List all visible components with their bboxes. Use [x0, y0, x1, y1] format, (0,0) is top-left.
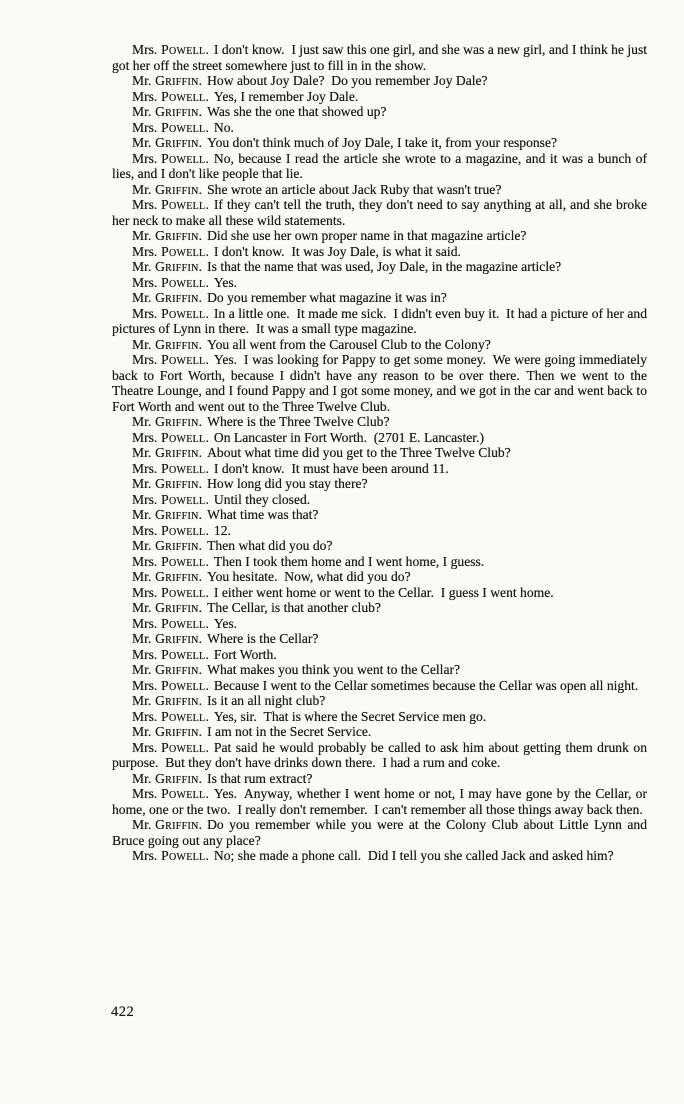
speaker-name [132, 647, 209, 662]
speaker-title: Mrs. [132, 848, 158, 863]
speaker-surname: Powell. [161, 150, 210, 166]
speaker-name [132, 228, 202, 243]
transcript-paragraph [112, 182, 647, 198]
speech-text: Yes. Anyway, whether I went home or not, I may have gone by the Cellar, or home, one or the two. I really don't remember. I can't remember all those things away back then. [112, 786, 647, 817]
speaker-title: Mr. [132, 259, 152, 274]
speaker-title: Mrs. [132, 615, 158, 631]
speaker-name [132, 244, 209, 259]
speaker-surname: Powell. [161, 305, 210, 321]
speaker-surname: Griffin. [155, 104, 203, 119]
speaker-surname: Powell. [161, 491, 210, 507]
transcript-paragraph [112, 414, 647, 430]
transcript-paragraph [112, 352, 647, 414]
speaker-name [132, 476, 202, 491]
transcript [112, 42, 647, 864]
speaker-surname: Griffin. [155, 135, 203, 150]
speech-text: Is that rum extract? [207, 770, 313, 786]
transcript-paragraph [112, 616, 647, 632]
speech-text: Yes. [213, 274, 238, 290]
speech-text: Yes. I was looking for Pappy to get some money. We were going immediately back to Fort Worth, because I didn't have any reason to be over there. Then we went to the Theatre Lounge, and I found Pappy and I got some money, and we got in the car and went back to Fort Worth and went out to the Three Twelve Club. [112, 352, 647, 414]
transcript-paragraph [112, 476, 647, 492]
speaker-title: Mrs. [132, 646, 158, 662]
speaker-name [132, 693, 202, 708]
transcript-paragraph [112, 151, 647, 182]
speech-text: You hesitate. Now, what did you do? [207, 569, 411, 584]
speech-text: How long did you stay there? [207, 476, 368, 491]
speaker-surname: Powell. [161, 708, 210, 724]
speech-text: Then I took them home and I went home, I guess. [213, 553, 485, 569]
speech-text: Is that the name that was used, Joy Dale, in the magazine article? [207, 259, 562, 274]
speaker-surname: Griffin. [155, 538, 203, 553]
speaker-title: Mrs. [132, 150, 158, 166]
speech-text: I don't know. It must have been around 11. [213, 460, 449, 476]
speaker-surname: Powell. [161, 274, 210, 290]
transcript-paragraph [112, 724, 647, 740]
speaker-name [132, 709, 209, 724]
speaker-surname: Griffin. [155, 476, 203, 491]
speaker-title: Mr. [132, 104, 152, 119]
speaker-name [132, 275, 209, 290]
speaker-title: Mrs. [132, 88, 158, 104]
speaker-name [132, 523, 209, 538]
transcript-paragraph [112, 104, 647, 120]
speech-text: You don't think much of Joy Dale, I take it, from your response? [207, 135, 558, 150]
transcript-paragraph [112, 42, 647, 73]
speaker-name [132, 182, 202, 197]
speaker-name [132, 430, 209, 445]
transcript-paragraph [112, 631, 647, 647]
speaker-title: Mrs. [132, 786, 158, 801]
speech-text: Yes, sir. That is where the Secret Service men go. [213, 708, 487, 724]
speech-text: Did she use her own proper name in that magazine article? [207, 228, 527, 243]
speech-text: The Cellar, is that another club? [207, 600, 381, 615]
speaker-surname: Powell. [161, 646, 210, 662]
speaker-surname: Griffin. [155, 228, 203, 243]
transcript-paragraph [112, 197, 647, 228]
speech-text: I either went home or went to the Cellar. I guess I went home. [213, 584, 554, 600]
transcript-paragraph [112, 554, 647, 570]
speech-text: You all went from the Carousel Club to the Colony? [207, 336, 491, 352]
speaker-title: Mrs. [132, 197, 158, 212]
speech-text: Yes, I remember Joy Dale. [213, 88, 359, 104]
speaker-surname: Griffin. [155, 259, 203, 274]
speaker-surname: Griffin. [155, 724, 203, 739]
speaker-name [132, 151, 209, 166]
speech-text: Then what did you do? [207, 538, 333, 553]
speaker-surname: Griffin. [155, 290, 203, 305]
speaker-surname: Griffin. [155, 414, 203, 429]
speaker-title: Mr. [132, 445, 152, 460]
speaker-surname: Powell. [161, 429, 210, 445]
transcript-paragraph [112, 445, 647, 461]
speaker-surname: Powell. [161, 522, 210, 538]
speaker-name [132, 135, 202, 150]
speaker-surname: Powell. [161, 460, 210, 476]
speaker-title: Mrs. [132, 305, 158, 321]
speaker-surname: Griffin. [155, 693, 203, 708]
speech-text: About what time did you get to the Three Twelve Club? [207, 445, 511, 460]
speaker-title: Mrs. [132, 739, 158, 755]
transcript-paragraph [112, 771, 647, 787]
speech-text: Because I went to the Cellar sometimes because the Cellar was open all night. [213, 677, 639, 693]
speaker-surname: Griffin. [155, 817, 203, 832]
speaker-name [132, 569, 202, 584]
speaker-title: Mr. [132, 73, 152, 88]
transcript-paragraph [112, 585, 647, 601]
speaker-name [132, 724, 202, 739]
speaker-surname: Griffin. [155, 445, 203, 460]
speaker-title: Mr. [132, 181, 152, 197]
speaker-name [132, 197, 209, 212]
speech-text: Until they closed. [213, 491, 311, 507]
speaker-title: Mrs. [132, 491, 158, 507]
speech-text: No; she made a phone call. Did I tell you she called Jack and asked him? [213, 848, 614, 863]
speaker-title: Mrs. [132, 677, 158, 693]
speaker-name [132, 538, 202, 553]
speaker-title: Mrs. [132, 708, 158, 724]
transcript-paragraph [112, 73, 647, 89]
speaker-surname: Powell. [161, 615, 210, 631]
speaker-name [132, 740, 209, 755]
speech-text: I don't know. It was Joy Dale, is what it said. [213, 243, 461, 259]
speech-text: No. [213, 119, 234, 135]
transcript-paragraph [112, 647, 647, 663]
speech-text: I don't know. I just saw this one girl, and she was a new girl, and I think he just got her off the street somewhere just to fill in in the show. [112, 42, 648, 73]
speaker-name [132, 290, 202, 305]
speaker-title: Mrs. [132, 460, 158, 476]
speaker-title: Mrs. [132, 553, 158, 569]
speech-text: She wrote an article about Jack Ruby that wasn't true? [207, 181, 502, 197]
speaker-surname: Powell. [161, 677, 210, 693]
transcript-paragraph [112, 709, 647, 725]
speaker-name [132, 73, 202, 88]
speech-text: Fort Worth. [213, 646, 277, 662]
transcript-paragraph [112, 569, 647, 585]
speech-text: What time was that? [207, 507, 319, 522]
speaker-name [132, 259, 202, 274]
transcript-paragraph [112, 507, 647, 523]
speaker-surname: Powell. [161, 42, 210, 57]
speaker-surname: Griffin. [155, 181, 203, 197]
transcript-paragraph [112, 306, 647, 337]
transcript-paragraph [112, 120, 647, 136]
speech-text: In a little one. It made me sick. I didn't even buy it. It had a picture of her and pictures of Lynn in there. It was a small type magazine. [112, 305, 647, 336]
transcript-paragraph [112, 662, 647, 678]
transcript-paragraph [112, 244, 647, 260]
transcript-paragraph [112, 693, 647, 709]
speech-text: How about Joy Dale? Do you remember Joy Dale? [207, 73, 488, 88]
speaker-surname: Griffin. [155, 73, 203, 88]
speaker-name [132, 104, 202, 119]
speaker-surname: Griffin. [155, 600, 203, 615]
speaker-name [132, 771, 202, 786]
transcript-paragraph [112, 523, 647, 539]
speaker-name [132, 120, 209, 135]
speaker-name [132, 337, 202, 352]
speaker-name [132, 554, 209, 569]
speaker-surname: Griffin. [155, 631, 203, 646]
speaker-name [132, 414, 202, 429]
transcript-paragraph [112, 492, 647, 508]
speaker-surname: Powell. [161, 88, 210, 104]
speaker-title: Mrs. [132, 274, 158, 290]
speaker-title: Mrs. [132, 119, 158, 135]
transcript-paragraph [112, 817, 647, 848]
speech-text: Was she the one that showed up? [207, 104, 387, 119]
speaker-surname: Powell. [161, 197, 210, 212]
speaker-surname: Griffin. [155, 662, 203, 677]
speech-text: No, because I read the article she wrote to a magazine, and it was a bunch of lies, and I don't like people that lie. [112, 150, 647, 181]
transcript-paragraph [112, 678, 647, 694]
transcript-paragraph [112, 848, 647, 864]
speaker-name [132, 631, 202, 646]
speaker-surname: Powell. [161, 786, 210, 801]
speaker-surname: Powell. [161, 584, 210, 600]
speech-text: What makes you think you went to the Cellar? [207, 662, 461, 677]
speaker-name [132, 507, 202, 522]
transcript-paragraph [112, 337, 647, 353]
transcript-paragraph [112, 740, 647, 771]
speaker-name [132, 786, 209, 801]
speaker-name [132, 306, 209, 321]
speaker-title: Mr. [132, 693, 152, 708]
transcript-paragraph [112, 275, 647, 291]
speech-text: Yes. [213, 615, 238, 631]
speech-text: I am not in the Secret Service. [207, 724, 372, 739]
speaker-title: Mrs. [132, 42, 158, 57]
speaker-title: Mr. [132, 290, 152, 305]
speaker-name [132, 585, 209, 600]
speaker-title: Mr. [132, 538, 152, 553]
speech-text: Pat said he would probably be called to ask him about getting them drunk on purpose. But they don't have drinks down there. I had a rum and coke. [112, 739, 647, 770]
speaker-surname: Griffin. [155, 569, 203, 584]
speech-text: If they can't tell the truth, they don't need to say anything at all, and she broke her neck to make all these wild statements. [112, 197, 647, 228]
speaker-title: Mr. [132, 662, 152, 677]
speaker-surname: Powell. [161, 352, 210, 367]
speaker-title: Mr. [132, 569, 152, 584]
speaker-surname: Powell. [161, 243, 210, 259]
speaker-name [132, 461, 209, 476]
speech-text: Do you remember while you were at the Colony Club about Little Lynn and Bruce going out any place? [112, 817, 647, 848]
transcript-paragraph [112, 600, 647, 616]
transcript-paragraph [112, 228, 647, 244]
transcript-paragraph [112, 259, 647, 275]
speaker-title: Mr. [132, 507, 152, 522]
speaker-title: Mrs. [132, 352, 158, 367]
speaker-title: Mr. [132, 770, 152, 786]
speaker-name [132, 616, 209, 631]
speaker-name [132, 352, 209, 367]
transcript-paragraph [112, 89, 647, 105]
speech-text: On Lancaster in Fort Worth. (2701 E. Lancaster.) [213, 429, 484, 445]
speaker-title: Mrs. [132, 522, 158, 538]
transcript-paragraph [112, 290, 647, 306]
speaker-surname: Powell. [161, 739, 210, 755]
speech-text: Do you remember what magazine it was in? [207, 290, 447, 305]
speaker-name [132, 492, 209, 507]
speaker-title: Mr. [132, 336, 152, 352]
transcript-paragraph [112, 461, 647, 477]
speech-text: Where is the Three Twelve Club? [207, 414, 390, 429]
transcript-paragraph [112, 538, 647, 554]
speaker-surname: Powell. [161, 119, 210, 135]
speaker-title: Mr. [132, 476, 152, 491]
page-number: 422 [111, 1004, 135, 1020]
speaker-name [132, 662, 202, 677]
speaker-name [132, 89, 209, 104]
speaker-title: Mrs. [132, 584, 158, 600]
speaker-name [132, 817, 202, 832]
speaker-title: Mr. [132, 631, 152, 646]
speaker-title: Mr. [132, 135, 152, 150]
speaker-surname: Griffin. [155, 507, 203, 522]
speaker-surname: Griffin. [155, 336, 203, 352]
speaker-title: Mr. [132, 724, 152, 739]
transcript-paragraph [112, 786, 647, 817]
speaker-title: Mrs. [132, 429, 158, 445]
speaker-name [132, 678, 209, 693]
speaker-surname: Powell. [161, 848, 210, 863]
speaker-title: Mr. [132, 600, 152, 615]
transcript-paragraph [112, 430, 647, 446]
speaker-name [132, 848, 209, 863]
transcript-paragraph [112, 135, 647, 151]
speaker-surname: Powell. [161, 553, 210, 569]
speaker-name [132, 600, 202, 615]
speaker-title: Mr. [132, 414, 152, 429]
speech-text: Where is the Cellar? [207, 631, 319, 646]
speaker-title: Mrs. [132, 243, 158, 259]
speaker-name [132, 445, 202, 460]
speaker-name [132, 42, 209, 57]
speaker-surname: Griffin. [155, 770, 203, 786]
speech-text: 12. [213, 522, 231, 538]
speaker-title: Mr. [132, 228, 152, 243]
speech-text: Is it an all night club? [207, 693, 326, 708]
speaker-title: Mr. [132, 817, 152, 832]
